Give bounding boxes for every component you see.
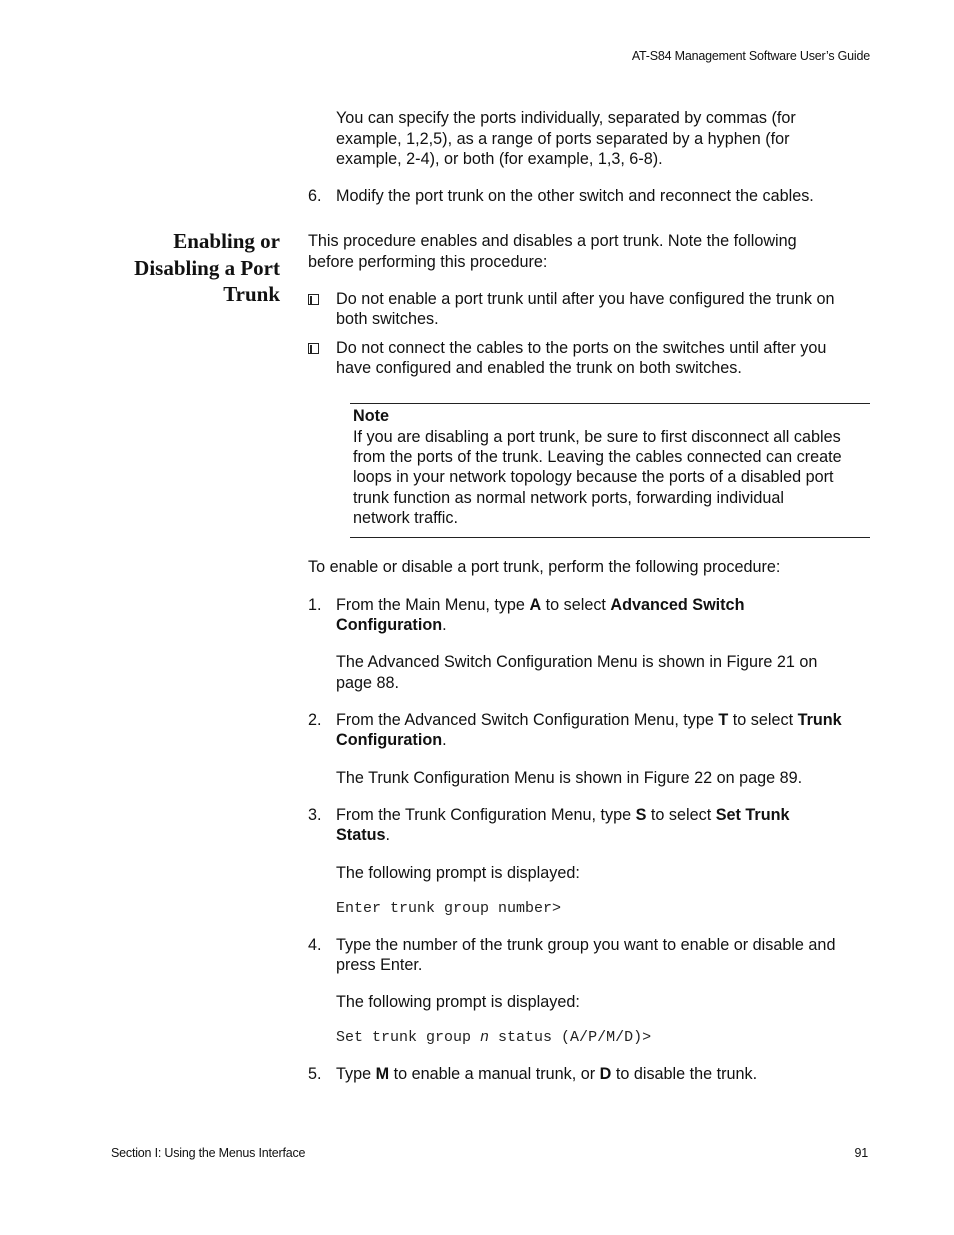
step-2-result: The Trunk Configuration Menu is shown in Figure 22 on page 89.	[336, 769, 803, 787]
step-6-number: 6.	[308, 187, 322, 205]
checkbox-bullet-icon	[308, 294, 319, 305]
checkbox-bullet-icon	[308, 343, 319, 354]
intro-line-2: example, 1,2,5), as a range of ports separated by a hyphen (for	[336, 130, 790, 148]
lead-line-1: This procedure enables and disables a port trunk. Note the following	[308, 232, 797, 250]
step-4-line-1: Type the number of the trunk group you want to enable or disable and	[336, 936, 836, 954]
lead-line-2: before performing this procedure:	[308, 253, 548, 271]
step-2-number: 2.	[308, 711, 322, 729]
step-4-prompt: Set trunk group n status (A/P/M/D)>	[336, 1029, 652, 1046]
step-2-line-2: Configuration.	[336, 731, 447, 749]
step-6-text: Modify the port trunk on the other switch and reconnect the cables.	[336, 187, 814, 205]
section-heading-line-1: Enabling or	[173, 229, 280, 253]
intro-line-1: You can specify the ports individually, separated by commas (for	[336, 109, 796, 127]
step-1-result-line-1: The Advanced Switch Configuration Menu is shown in Figure 21 on	[336, 653, 818, 671]
note-title: Note	[353, 407, 389, 425]
note-line-5: network traffic.	[353, 509, 458, 527]
note-line-2: from the ports of the trunk. Leaving the cables connected can create	[353, 448, 842, 466]
bullet-1-line-2: both switches.	[336, 310, 439, 328]
section-heading-line-3: Trunk	[223, 282, 280, 306]
intro-line-3: example, 2-4), or both (for example, 1,3, 6-8).	[336, 150, 663, 168]
step-3-prompt: Enter trunk group number>	[336, 900, 562, 917]
step-2-line-1: From the Advanced Switch Configuration Menu, type T to select Trunk	[336, 711, 842, 729]
step-5-text: Type M to enable a manual trunk, or D to disable the trunk.	[336, 1065, 758, 1083]
note-line-4: trunk function as normal network ports, forwarding individual	[353, 489, 784, 507]
section-heading-line-2: Disabling a Port	[134, 255, 280, 280]
step-3-result: The following prompt is displayed:	[336, 864, 580, 882]
step-3-line-2: Status.	[336, 826, 390, 844]
step-1-result-line-2: page 88.	[336, 674, 400, 692]
procedure-intro: To enable or disable a port trunk, perform the following procedure:	[308, 558, 781, 576]
section-heading	[134, 228, 280, 308]
bullet-2-line-1: Do not connect the cables to the ports on the switches until after you	[336, 339, 827, 357]
step-4-line-2: press Enter.	[336, 956, 423, 974]
note-top-rule	[350, 403, 870, 404]
bullet-1-line-1: Do not enable a port trunk until after you have configured the trunk on	[336, 290, 835, 308]
step-3-number: 3.	[308, 806, 322, 824]
footer-section: Section I: Using the Menus Interface	[111, 1146, 306, 1160]
step-3-line-1: From the Trunk Configuration Menu, type S to select Set Trunk	[336, 806, 790, 824]
page-number: 91	[854, 1146, 868, 1160]
step-5-number: 5.	[308, 1065, 322, 1083]
step-1-number: 1.	[308, 596, 322, 614]
running-header: AT-S84 Management Software User’s Guide	[631, 49, 870, 63]
note-bottom-rule	[350, 537, 870, 538]
step-1-line-2: Configuration.	[336, 616, 447, 634]
bullet-2-line-2: have configured and enabled the trunk on both switches.	[336, 359, 742, 377]
note-line-3: loops in your network topology because the ports of a disabled port	[353, 468, 834, 486]
step-4-number: 4.	[308, 936, 322, 954]
step-4-result: The following prompt is displayed:	[336, 993, 580, 1011]
step-1-line-1: From the Main Menu, type A to select Advanced Switch	[336, 596, 745, 614]
note-line-1: If you are disabling a port trunk, be sure to first disconnect all cables	[353, 428, 841, 446]
